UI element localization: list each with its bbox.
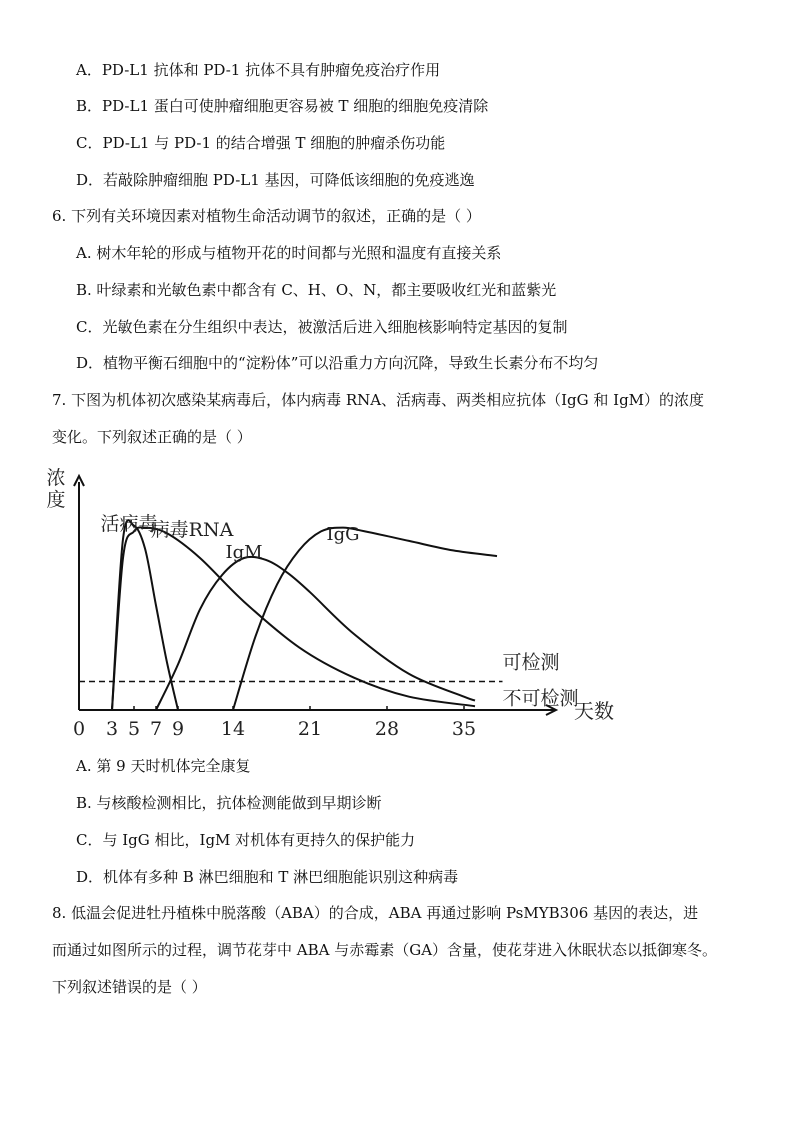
x-axis-label: 天数 [574,699,614,723]
x-tick-label: 14 [220,718,246,740]
q6-option-d: D．植物平衡石细胞中的“淀粉体”可以沿重力方向沉降，导致生长素分布不均匀 [76,354,599,372]
series-label-活病毒: 活病毒 [100,513,158,535]
threshold-label-undetectable: 不可检测 [502,687,579,710]
q8-stem-line2: 而通过如图所示的过程，调节花芽中 ABA 与赤霉素（GA）含量，使花芽进入休眠状态以抵御寒冬。 [52,941,718,959]
q5-option-c: C．PD-L1 与 PD-1 的结合增强 T 细胞的肿瘤杀伤功能 [76,134,446,152]
q5-option-b: B．PD-L1 蛋白可使肿瘤细胞更容易被 T 细胞的细胞免疫清除 [76,97,489,115]
x-tick-label: 5 [127,718,141,740]
q7-stem-line2: 变化。下列叙述正确的是（ ） [52,428,252,446]
chart-axes [74,476,556,715]
x-tick-label: 0 [72,718,86,740]
q6-option-a: A. 树木年轮的形成与植物开花的时间都与光照和温度有直接关系 [76,244,502,262]
x-tick-label: 21 [297,718,323,740]
series-line-IgM [156,557,475,710]
q7-option-b: B. 与核酸检测相比，抗体检测能做到早期诊断 [76,794,382,812]
x-tick-label: 3 [105,718,119,740]
x-tick-label: 9 [171,718,185,740]
q7-option-c: C．与 IgG 相比，IgM 对机体有更持久的保护能力 [76,831,416,849]
q7-option-d: D．机体有多种 B 淋巴细胞和 T 淋巴细胞能识别这种病毒 [76,868,459,886]
chart-labels [46,467,614,740]
q6-option-c: C．光敏色素在分生组织中表达，被激活后进入细胞核影响特定基因的复制 [76,318,568,336]
q7-option-a: A. 第 9 天时机体完全康复 [76,757,251,775]
q5-option-d: D．若敲除肿瘤细胞 PD-L1 基因，可降低该细胞的免疫逃逸 [76,171,475,189]
x-tick-label: 35 [451,718,477,740]
series-label-IgM: IgM [225,542,263,563]
q7-stem-line1: 7. 下图为机体初次感染某病毒后，体内病毒 RNA、活病毒、两类相应抗体（IgG 和 IgM）的浓度 [52,391,705,409]
q8-stem-line1: 8. 低温会促进牡丹植株中脱落酸（ABA）的合成，ABA 再通过影响 PsMYB306 基因的表达，进 [52,904,699,922]
series-label-IgG: IgG [326,524,360,545]
q6-option-b: B. 叶绿素和光敏色素中都含有 C、H、O、N，都主要吸收红光和蓝紫光 [76,281,557,299]
series-label-病毒RNA: 病毒RNA [150,519,234,541]
q8-stem-line3: 下列叙述错误的是（ ） [52,978,207,996]
series-line-病毒RNA [112,527,475,710]
y-axis-label: 浓 [46,467,66,489]
virus-antibody-chart [44,458,614,748]
y-axis-label: 度 [46,489,66,511]
q5-option-a: A．PD-L1 抗体和 PD-1 抗体不具有肿瘤免疫治疗作用 [76,61,441,79]
x-tick-label: 7 [149,718,163,740]
threshold-label-detectable: 可检测 [502,651,560,674]
q6-stem: 6. 下列有关环境因素对植物生命活动调节的叙述，正确的是（ ） [52,207,481,225]
x-tick-label: 28 [374,718,400,740]
